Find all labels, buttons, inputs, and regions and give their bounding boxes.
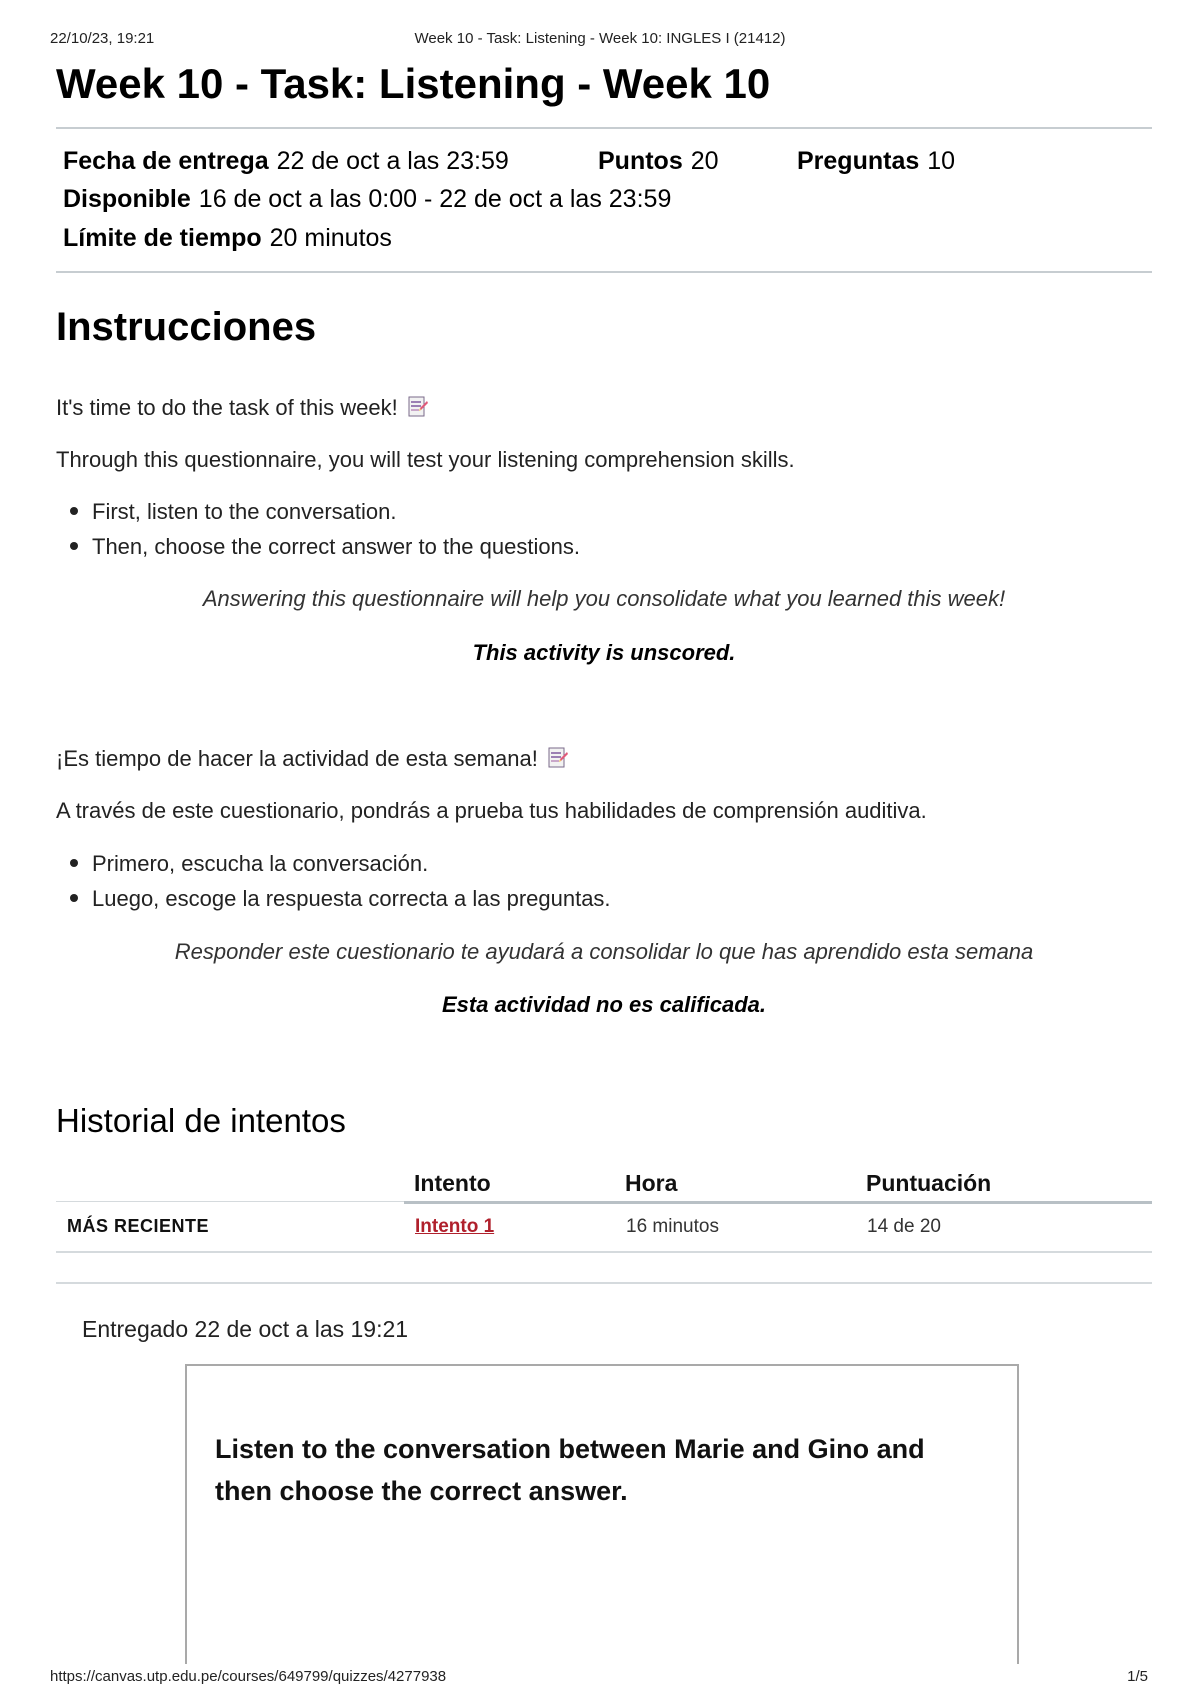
due-value: 22 de oct a las 23:59: [276, 147, 509, 175]
attempt-time: 16 minutos: [626, 1216, 719, 1237]
time-limit-value: 20 minutos: [269, 224, 392, 252]
points-value: 20: [690, 147, 719, 175]
questions-count: [797, 147, 955, 176]
instruction-bullet: Luego, escoge la respuesta correcta a las preguntas.: [70, 886, 611, 912]
instruction-bullet: Then, choose the correct answer to the questions.: [70, 534, 580, 560]
divider: [56, 1282, 1152, 1284]
print-doc-title: Week 10 - Task: Listening - Week 10: INGLES I (21412): [414, 30, 786, 47]
question-card: [185, 1364, 1019, 1664]
column-header-score: Puntuación: [866, 1170, 992, 1196]
due-date: [63, 147, 509, 176]
page-number: 1/5: [1127, 1668, 1148, 1685]
instructions-note-es: Esta actividad no es calificada.: [441, 992, 767, 1017]
most-recent-label: MÁS RECIENTE: [67, 1216, 210, 1236]
column-header-attempt: Intento: [414, 1170, 491, 1196]
instructions-intro-es: [56, 746, 568, 772]
attempt-link[interactable]: Intento 1: [415, 1216, 495, 1237]
divider: [56, 127, 1152, 129]
time-limit: [63, 224, 392, 253]
attempt-score: 14 de 20: [867, 1216, 941, 1237]
print-header: [0, 30, 1200, 50]
print-date: 22/10/23, 19:21: [50, 30, 155, 47]
instructions-heading: Instrucciones: [56, 305, 317, 349]
instructions-text-es: A través de este cuestionario, pondrás a prueba tus habilidades de comprensión auditiva.: [56, 798, 927, 823]
submitted-date: Entregado 22 de oct a las 19:21: [82, 1316, 409, 1342]
print-url: https://canvas.utp.edu.pe/courses/649799/quizzes/4277938: [50, 1668, 447, 1685]
instruction-bullet: First, listen to the conversation.: [70, 499, 396, 525]
instructions-italic-es: Responder este cuestionario te ayudará a consolidar lo que has aprendido esta semana: [174, 939, 1034, 964]
availability: [63, 185, 671, 214]
available-label: Disponible: [63, 185, 191, 213]
instructions-text-en: Through this questionnaire, you will test your listening comprehension skills.: [56, 447, 795, 472]
question-text: Listen to the conversation between Marie and Gino and then choose the correct answer.: [215, 1434, 925, 1506]
instruction-bullet: Primero, escucha la conversación.: [70, 851, 428, 877]
table-header-rule: [404, 1201, 1152, 1204]
instructions-note-en: This activity is unscored.: [472, 640, 736, 665]
questions-label: Preguntas: [797, 147, 920, 175]
instructions-italic-en: Answering this questionnaire will help you consolidate what you learned this week!: [202, 586, 1006, 611]
instructions-intro-en: [56, 395, 428, 421]
due-label: Fecha de entrega: [63, 147, 269, 175]
memo-icon: [408, 396, 428, 418]
page-title: Week 10 - Task: Listening - Week 10: [56, 60, 771, 107]
intro-en-text: It's time to do the task of this week!: [56, 395, 398, 420]
divider: [56, 271, 1152, 273]
available-value: 16 de oct a las 0:00 - 22 de oct a las 23:59: [198, 185, 672, 213]
column-header-time: Hora: [625, 1170, 678, 1196]
intro-es-text: ¡Es tiempo de hacer la actividad de esta semana!: [56, 746, 538, 771]
time-limit-label: Límite de tiempo: [63, 224, 262, 252]
points-label: Puntos: [598, 147, 683, 175]
table-rule: [56, 1201, 406, 1202]
points: [598, 147, 719, 176]
history-heading: Historial de intentos: [56, 1102, 346, 1139]
memo-icon: [548, 747, 568, 769]
questions-value: 10: [927, 147, 956, 175]
table-rule: [56, 1251, 1152, 1253]
